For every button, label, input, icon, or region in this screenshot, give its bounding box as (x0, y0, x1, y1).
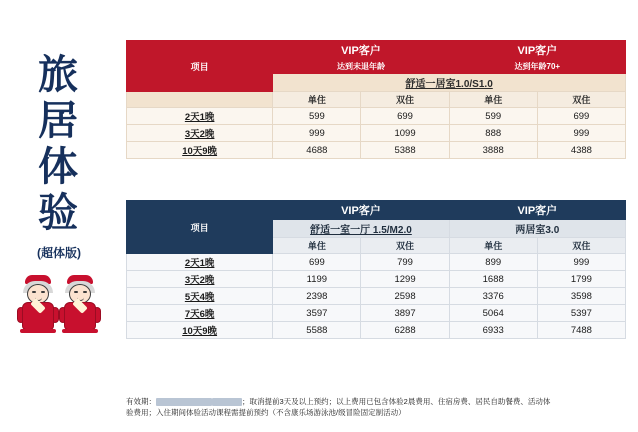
blue-row-5-value-4: 7488 (537, 322, 625, 339)
blue-col-header-2: 双住 (361, 238, 449, 254)
mascot-eye-right-icon (41, 291, 45, 293)
brand-title-char-2: 居 (38, 98, 80, 144)
table-row (127, 108, 626, 125)
blue-row-3-value-1: 2398 (273, 288, 361, 305)
red-group-2-note: 达到年龄70+ (449, 60, 625, 74)
table-row-header (127, 201, 626, 220)
price-table-red (126, 40, 626, 159)
mascot-base-icon (62, 329, 98, 333)
blue-col-header-1: 单住 (273, 238, 361, 254)
red-row-2-value-1: 999 (273, 125, 361, 142)
brand-title-char-4: 验 (38, 190, 80, 236)
red-col-header-4: 双住 (537, 92, 625, 108)
blue-row-4-value-2: 3897 (361, 305, 449, 322)
blue-row-5-value-2: 6288 (361, 322, 449, 339)
blue-row-3-item: 5天4晚 (127, 288, 273, 305)
mascot-base-icon (20, 329, 56, 333)
mascot-eye-left-icon (74, 291, 78, 293)
footnote-line-2: 验费用；入住期间体验活动课程需提前预约（不含康乐场游泳池/级冒险固定制活动） (126, 408, 406, 417)
blue-row-3-value-3: 3376 (449, 288, 537, 305)
blue-row-4-item: 7天6晚 (127, 305, 273, 322)
blue-row-5-item: 10天9晚 (127, 322, 273, 339)
red-row-2-value-4: 999 (537, 125, 625, 142)
red-row-3-value-3: 3888 (449, 142, 537, 159)
blue-row-2-value-1: 1199 (273, 271, 361, 288)
blue-row-1-value-1: 699 (273, 254, 361, 271)
blue-row-1-item: 2天1晚 (127, 254, 273, 271)
blue-row-2-value-4: 1799 (537, 271, 625, 288)
redacted-block (156, 398, 212, 406)
footnote-line-1-suffix: ；取消提前3天及以上预约；以上费用已包含体验2晨费用、住宿房费、居民自助餐费、活动体 (242, 397, 551, 406)
table-row (127, 125, 626, 142)
red-row-3-value-1: 4688 (273, 142, 361, 159)
red-group-2-title: VIP客户 (449, 41, 625, 60)
redacted-block (212, 398, 242, 406)
red-row-1-value-2: 699 (361, 108, 449, 125)
red-room-type-band: 舒适一居室1.0/S1.0 (273, 74, 626, 92)
blue-row-3-value-4: 3598 (537, 288, 625, 305)
brand-title-char-3: 体 (38, 144, 80, 190)
red-row-1-value-3: 599 (449, 108, 537, 125)
blue-row-2-value-3: 1688 (449, 271, 537, 288)
mascot-figure-left (18, 275, 58, 333)
red-row-3-value-4: 4388 (537, 142, 625, 159)
blue-row-1-value-2: 799 (361, 254, 449, 271)
price-table-red-grid (126, 40, 626, 159)
brand-title-char-1: 旅 (38, 52, 80, 98)
blue-row-1-value-4: 999 (537, 254, 625, 271)
red-group-1-title: VIP客户 (273, 41, 449, 60)
red-row-1-value-4: 699 (537, 108, 625, 125)
brand-panel (0, 0, 118, 432)
red-row-2-value-3: 888 (449, 125, 537, 142)
red-col-header-1: 单住 (273, 92, 361, 108)
mascot-illustration (18, 275, 100, 333)
blue-group-1-title: VIP客户 (273, 201, 449, 220)
blue-row-1-value-3: 899 (449, 254, 537, 271)
blue-item-header: 项目 (127, 201, 273, 254)
red-row-2-value-2: 1099 (361, 125, 449, 142)
red-row-1-item: 2天1晚 (127, 108, 273, 125)
table-row (127, 322, 626, 339)
red-row-2-item: 3天2晚 (127, 125, 273, 142)
mascot-eye-right-icon (83, 291, 87, 293)
red-item-header: 项目 (127, 41, 273, 92)
blue-row-4-value-3: 5064 (449, 305, 537, 322)
red-row-3-item: 10天9晚 (127, 142, 273, 159)
blue-row-4-value-4: 5397 (537, 305, 625, 322)
brand-title (38, 52, 80, 236)
brand-subtitle: (超体版) (37, 246, 81, 260)
blue-room-type-band-right: 两居室3.0 (449, 220, 625, 238)
footnote-line-1 (126, 396, 632, 407)
blue-col-header-4: 双住 (537, 238, 625, 254)
footnote-line-1-prefix: 有效期： (126, 397, 156, 406)
blue-row-2-value-2: 1299 (361, 271, 449, 288)
blue-room-type-band-left: 舒适一室一厅 1.5/M2.0 (273, 220, 449, 238)
blue-row-4-value-1: 3597 (273, 305, 361, 322)
table-row (127, 288, 626, 305)
table-row-header (127, 41, 626, 60)
mascot-figure-right (60, 275, 100, 333)
blue-row-5-value-1: 5588 (273, 322, 361, 339)
red-row-3-value-2: 5388 (361, 142, 449, 159)
table-row (127, 254, 626, 271)
red-group-1-note: 达到未退年龄 (273, 60, 449, 74)
blue-row-5-value-3: 6933 (449, 322, 537, 339)
blue-group-2-title: VIP客户 (449, 201, 625, 220)
red-row-1-value-1: 599 (273, 108, 361, 125)
table-row-colheaders (127, 92, 626, 108)
red-col-header-2: 双住 (361, 92, 449, 108)
price-table-blue-grid (126, 200, 626, 339)
blue-row-3-value-2: 2598 (361, 288, 449, 305)
footnote (126, 396, 632, 418)
table-row (127, 142, 626, 159)
blue-col-header-3: 单住 (449, 238, 537, 254)
mascot-eye-left-icon (32, 291, 36, 293)
table-row (127, 271, 626, 288)
table-row (127, 305, 626, 322)
red-col-header-3: 单住 (449, 92, 537, 108)
price-table-blue (126, 200, 626, 339)
blue-row-2-item: 3天2晚 (127, 271, 273, 288)
